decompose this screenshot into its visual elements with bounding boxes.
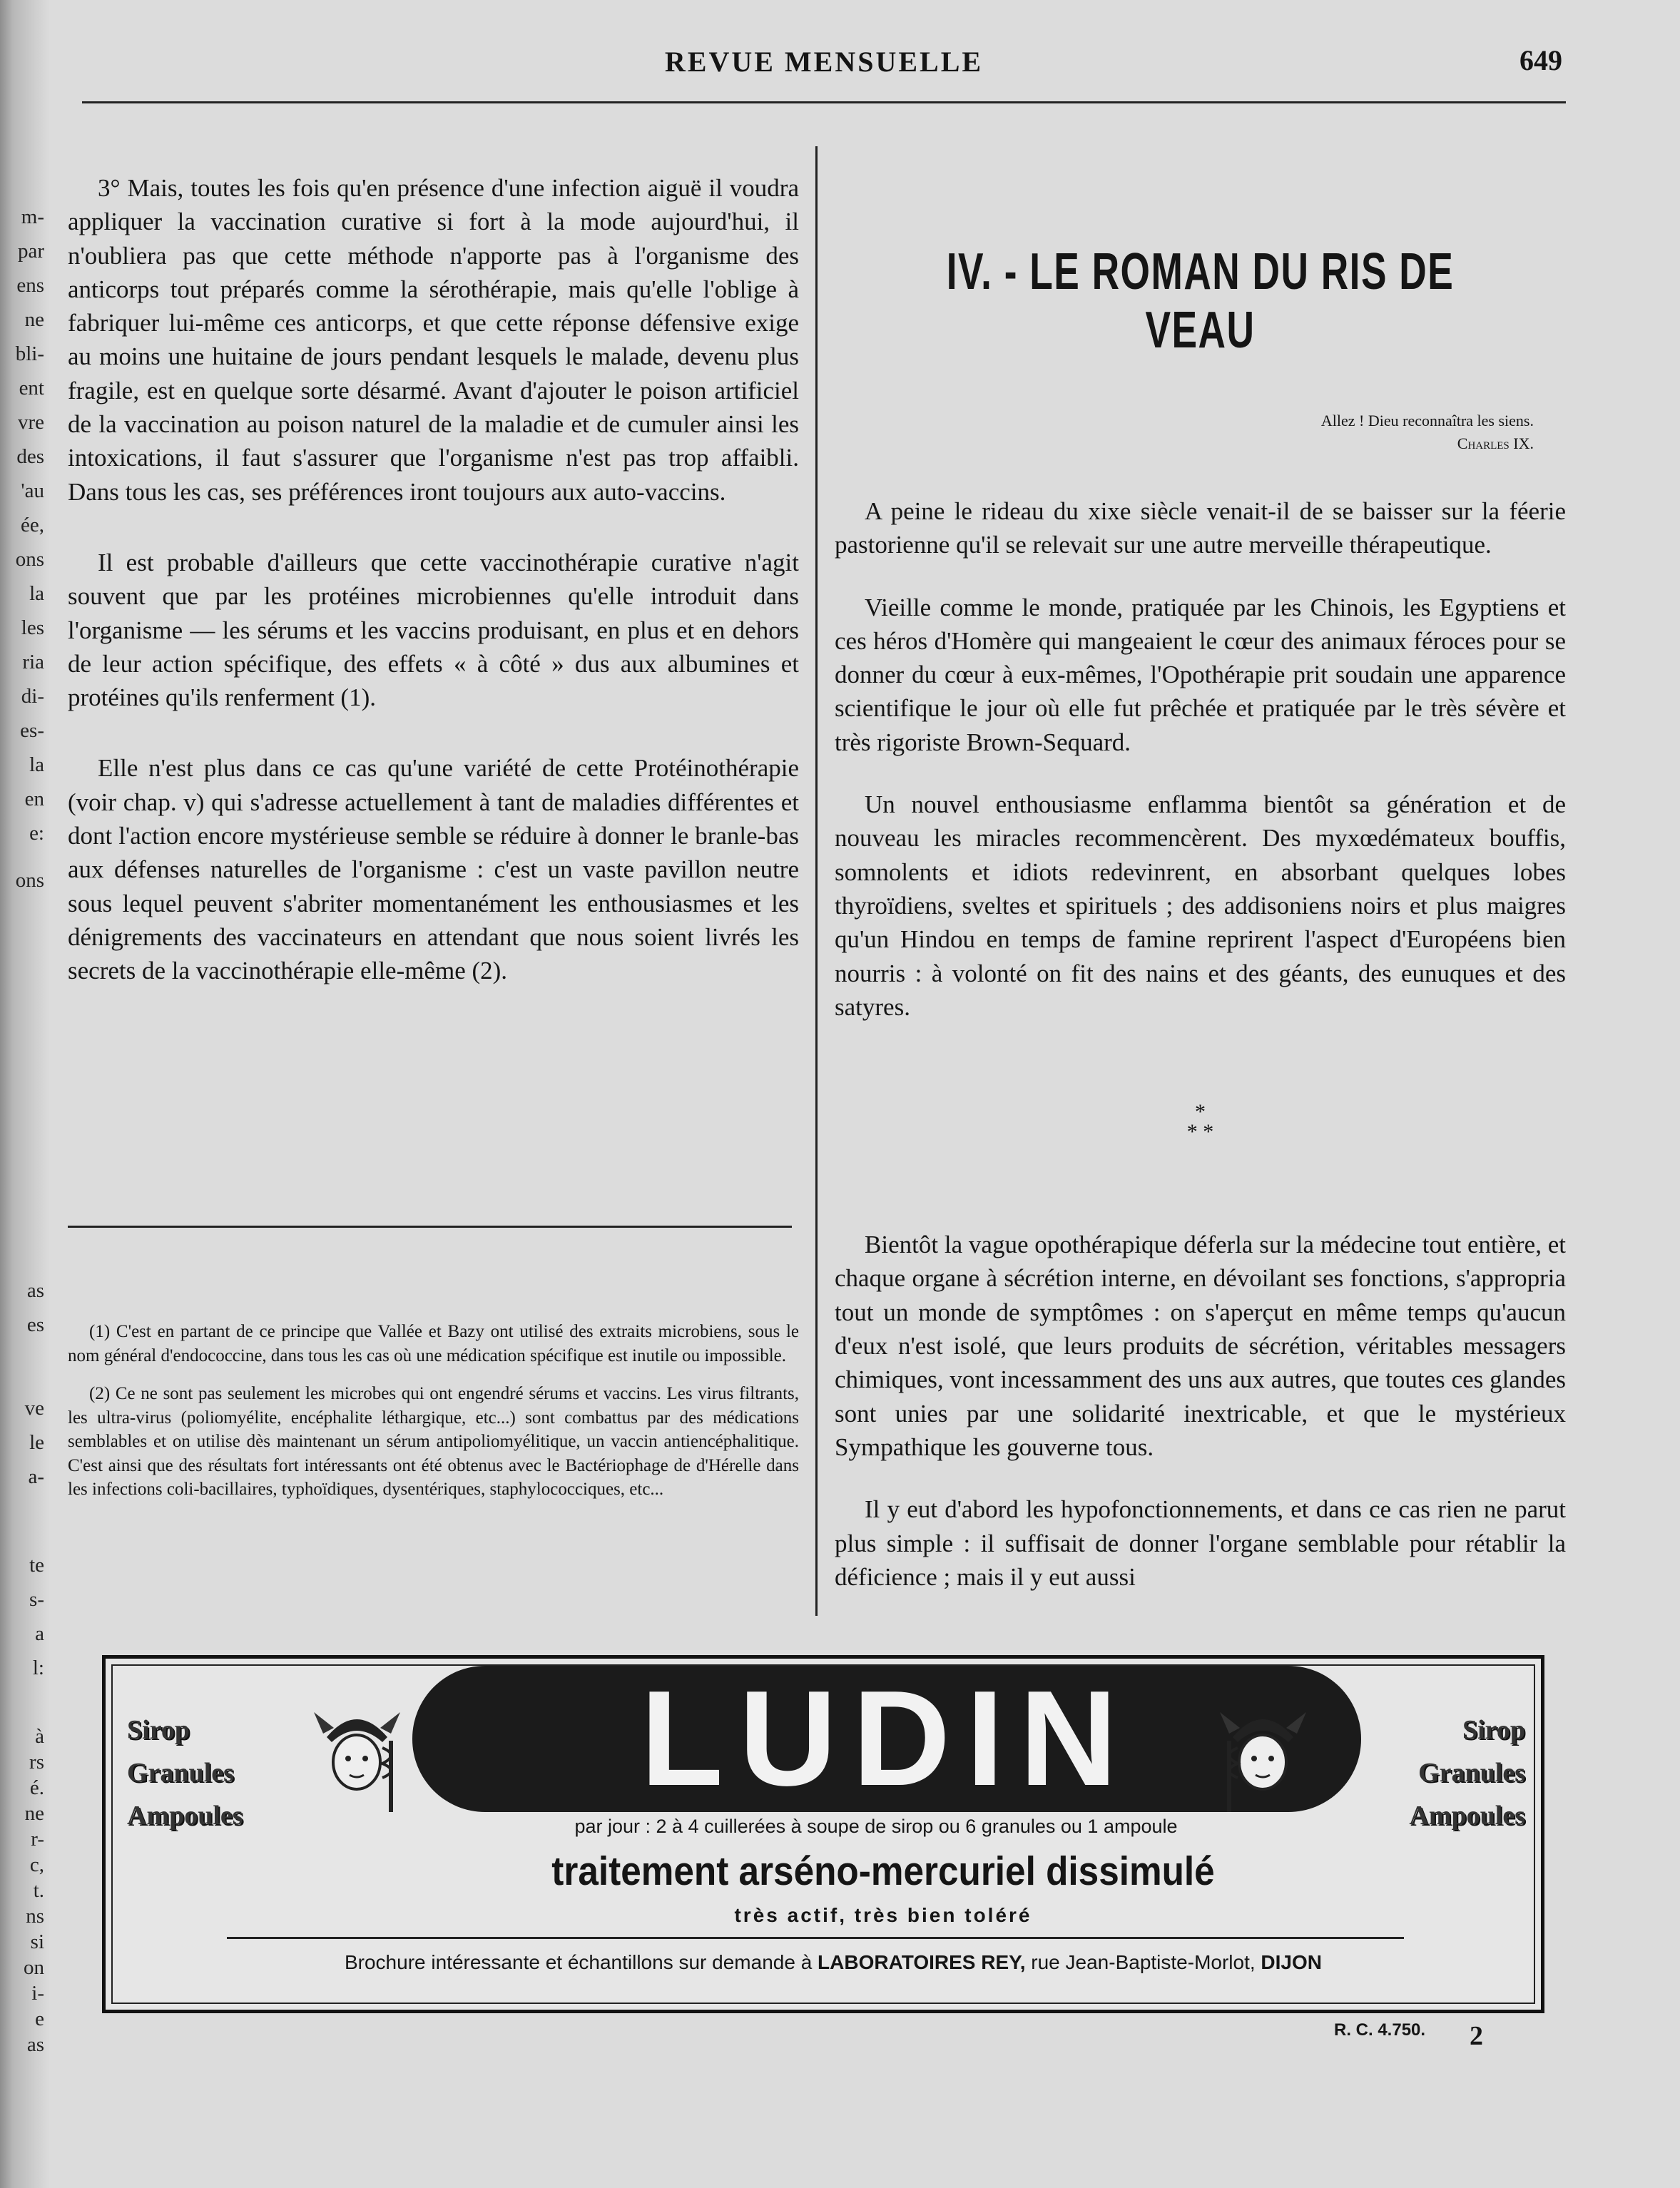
gutter-fragment: ne [24, 1802, 44, 1825]
ad-tolerance: très actif, très bien toléré [734, 1904, 1032, 1926]
ad-lab-name: LABORATOIRES REY, [818, 1951, 1026, 1973]
gutter-fragment: en [24, 788, 44, 810]
gutter-fragment: r- [31, 1828, 44, 1851]
ad-brand-name: LUDIN [640, 1663, 1134, 1814]
epigraph [835, 409, 1566, 455]
ad-form-label: Granules [127, 1758, 234, 1788]
ad-registration: R. C. 4.750. [1334, 2020, 1426, 2040]
gutter-fragment: t. [33, 1879, 44, 1902]
ad-treatment: traitement arséno-mercuriel dissimulé [551, 1848, 1215, 1894]
section-body [835, 494, 1566, 1594]
gutter-fragment: a [35, 1622, 44, 1645]
ad-divider [227, 1937, 1404, 1939]
ad-form-label: Ampoules [127, 1801, 243, 1831]
paragraph: Un nouvel enthousiasme enflamma bientôt sa génération et de nouveau les miracles recommencèrent. Des myxœdémateux bouffis, somnolents et idiots redevinrent, en absorbant quelques lobes thyroïdiens, sveltes et spirituels ; des addisoniens noirs et plus maigres qu'un Hindou en temps de famine reprirent l'aspect d'Européens bien nourris : à volonté on fit des nains et des géants, des eunuques et des satyres. [835, 790, 1566, 1021]
gutter-fragment: ent [19, 377, 44, 400]
gutter-fragment: es- [20, 719, 44, 742]
paragraph: Bientôt la vague opothérapique déferla sur la médecine tout entière, et chaque organe à sécrétion interne, en dévoilant ses fonctions, s'appropria tout un monde de symptômes : on s'aperçut en même temps qu'aucun d'eux n'est isolé, que leurs produits de sécrétion, véritables messagers chimiques, vont incessamment des uns aux autres, que toutes ces glandes sont unies par une solidarité inextricable, et que le mystérieux Sympathique les gouverne tous. [835, 1231, 1566, 1461]
gutter-fragment: si [30, 1930, 44, 1953]
gutter-fragment: ne [24, 308, 44, 331]
right-column [835, 228, 1566, 1594]
printer-signature-mark: 2 [1470, 2021, 1483, 2051]
epigraph-author: Charles IX. [1457, 434, 1534, 452]
ad-dosage: par jour : 2 à 4 cuillerées à soupe de sirop ou 6 granules ou 1 ampoule [574, 1816, 1178, 1837]
gutter-fragment: i- [31, 1982, 44, 2005]
ad-form-label: Ampoules [1409, 1801, 1525, 1831]
gutter-fragment: as [26, 2033, 44, 2056]
gutter-fragment: e [35, 2008, 44, 2030]
gutter-fragment: à [35, 1725, 44, 1748]
gutter-fragment: rs [29, 1751, 44, 1774]
gutter-fragment: e: [29, 822, 44, 845]
gutter-fragment: on [24, 1956, 44, 1979]
gutter-fragment: ria [22, 651, 44, 673]
advertisement-ludin [102, 1655, 1544, 2013]
gutter-fragment: di- [21, 685, 44, 708]
paragraph: Il y eut d'abord les hypofonctionnements, et dans ce cas rien ne parut plus simple : il suffisait de donner l'organe semblable pour rétablir la déficience ; mais il y eut aussi [835, 1495, 1566, 1591]
gutter-fragment: des [16, 445, 44, 468]
mercury-mascot-icon [1218, 1698, 1308, 1812]
running-title: REVUE MENSUELLE [664, 46, 984, 78]
paragraph: Il est probable d'ailleurs que cette vaccinothérapie curative n'agit souvent que par les protéines microbiennes qu'elle introduit dans l'organisme — les sérums et les vaccins produisant, en plus et en dehors de leur action spécifique, des effets « à côté » dus aux albumines et protéines qu'ils renferment (1). [68, 548, 799, 712]
gutter-fragment: es [26, 1313, 44, 1336]
gutter-fragment: c, [29, 1853, 44, 1876]
header-rule [82, 101, 1566, 103]
gutter-fragment: la [29, 753, 44, 776]
gutter-fragment: s- [29, 1588, 44, 1611]
gutter-fragment: vre [17, 411, 44, 434]
ad-form-label: Sirop [1462, 1715, 1525, 1745]
gutter-fragment: la [29, 582, 44, 605]
ad-address: rue Jean-Baptiste-Morlot, [1031, 1951, 1256, 1973]
column-divider [815, 146, 818, 1616]
ad-forms-left [127, 1709, 243, 1837]
gutter-fragment: bli- [15, 342, 44, 365]
gutter-fragment: é. [29, 1776, 44, 1799]
gutter-fragment: a- [28, 1465, 44, 1488]
ad-city: DIJON [1261, 1951, 1322, 1973]
ad-contact-line [191, 1951, 1475, 1974]
gutter-fragment: ve [24, 1397, 44, 1420]
footnote: (1) C'est en partant de ce principe que Vallée et Bazy ont utilisé des extraits microbiens, sous le nom général d'endococcine, dans tous les cas où une médication spécifique est inutile ou impossible. [68, 1322, 799, 1365]
ad-form-label: Sirop [127, 1715, 190, 1745]
gutter-fragment: 'au [21, 479, 44, 502]
gutter-fragment: par [17, 240, 44, 263]
left-column [68, 171, 799, 988]
ad-info-prefix: Brochure intéressante et échantillons sur demande à [344, 1951, 813, 1973]
gutter-fragment: l: [32, 1657, 44, 1679]
gutter-fragment: ons [15, 548, 44, 571]
asterism: * * * [1186, 1100, 1214, 1144]
ad-forms-right [1409, 1709, 1525, 1837]
gutter-fragment: ens [16, 274, 44, 297]
gutter-fragment: as [26, 1279, 44, 1302]
gutter-fragment: ons [15, 869, 44, 892]
paragraph: Elle n'est plus dans ce cas qu'une variété de cette Protéinothérapie (voir chap. v) qui s'adresse actuellement à tant de maladies différentes et dont l'action encore mystérieuse semble se réduire à donner le branle-bas aux défenses naturelles de l'organisme : c'est un vaste pavillon neutre sous lequel peuvent s'abriter momentanément les enthousiasmes et les dénigrements des vaccinateurs en attendant que nous soient livrés les secrets de la vaccinothérapie elle-même (2). [68, 754, 799, 985]
gutter-fragment: te [29, 1554, 44, 1577]
mercury-mascot-icon [312, 1698, 402, 1812]
page-number: 649 [1519, 44, 1562, 76]
paragraph: A peine le rideau du xixe siècle venait-il de se baisser sur la féerie pastorienne qu'il se relevait sur une autre merveille thérapeutique. [835, 497, 1566, 559]
gutter-fragment: le [29, 1431, 44, 1454]
ad-form-label: Granules [1418, 1758, 1525, 1788]
section-title: IV. - LE ROMAN DU RIS DE VEAU [946, 243, 1455, 359]
footnote-rule [68, 1226, 792, 1228]
gutter-fragment: ée, [21, 514, 44, 536]
epigraph-text: Allez ! Dieu reconnaîtra les siens. [1320, 412, 1534, 429]
paragraph: 3° Mais, toutes les fois qu'en présence d'une infection aiguë il voudra appliquer la vaccination curative si fort à la mode aujourd'hui, il n'oubliera pas que cette méthode n'apporte pas à l'organisme des anticorps tout préparés comme la sérothérapie, mais qu'elle l'oblige à fabriquer lui-même ces anticorps, et que cette réponse défensive exige au moins une huitaine de jours pendant lesquels le malade, devenu plus fragile, est en quelque sorte désarmé. Avant d'ajouter le poison artificiel de la vaccination au poison naturel de la maladie et de cumuler ainsi les intoxications, il faut s'assurer que l'organisme n'est pas trop affaibli. Dans tous les cas, ses préférences iront toujours aux auto-vaccins. [68, 174, 799, 506]
paragraph: Vieille comme le monde, pratiquée par les Chinois, les Egyptiens et ces héros d'Homère qui mangeaient le cœur des animaux féroces pour se donner du cœur à eux-mêmes, l'Opothérapie prit soudain une apparence scientifique le jour où elle fut prêchée et pratiquée par le très sévère et très rigoriste Brown-Sequard. [835, 593, 1566, 756]
gutter-fragment: ns [26, 1905, 44, 1928]
footnotes [68, 1320, 799, 1502]
gutter-fragment: m- [21, 205, 44, 228]
footnote: (2) Ce ne sont pas seulement les microbes qui ont engendré sérums et vaccins. Les virus filtrants, les ultra-virus (poliomyélite, encéphalite léthargique, etc...) sont combattus par des médications semblables et on utilise dès maintenant un sérum antipoliomyélitique, un vaccin antiencéphalitique. C'est ainsi que des résultats fort intéressants ont été obtenus avec le Bactériophage de d'Hérelle dans les infections coli-bacillaires, typhoïdiques, dysentériques, staphylococciques, etc... [68, 1384, 799, 1499]
gutter-fragment: les [21, 616, 44, 639]
page-header [82, 39, 1566, 89]
